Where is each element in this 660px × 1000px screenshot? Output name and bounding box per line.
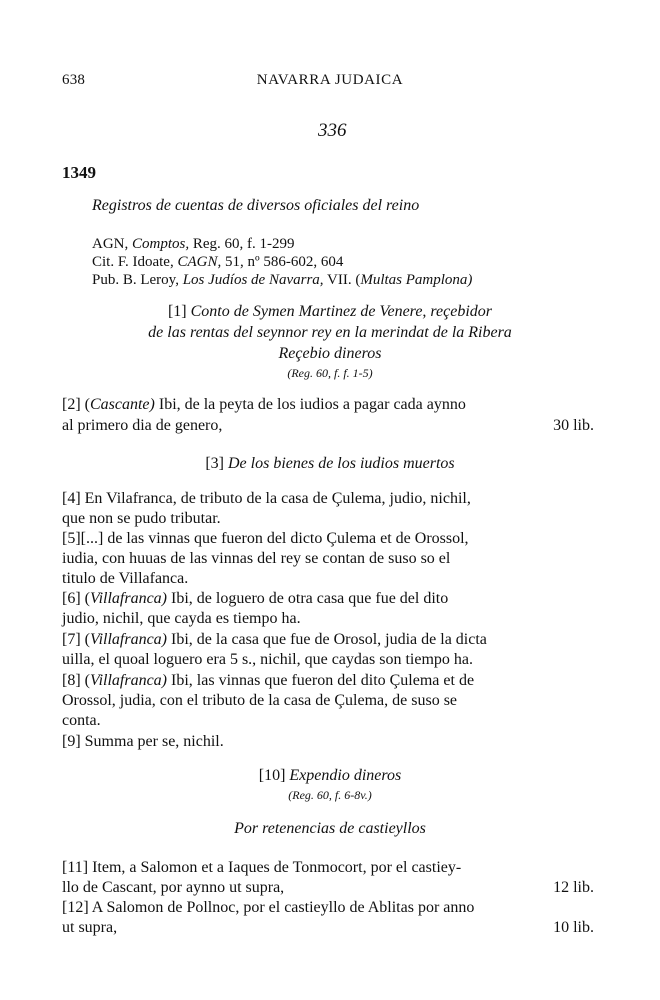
entry-12-line1: [12] A Salomon de Pollnoc, por el castieyllo de Ablitas por anno (62, 899, 475, 916)
entry-7-line1: [7] (Villafranca) Ibi, de la casa que fue de Orosol, judia de la dicta (62, 631, 487, 648)
entry-7-line2: uilla, el quoal loguero era 5 s., nichil, que caydas son tiempo ha. (62, 651, 473, 668)
section-heading-1: [1] Conto de Symen Martinez de Venere, reçebidor (167, 303, 493, 320)
entry-6-line2: judio, nichil, que cayda es tiempo ha. (62, 610, 301, 627)
source-archive: AGN, Comptos, Reg. 60, f. 1-299 (92, 236, 295, 252)
entry-4-line2: que non se pudo tributar. (62, 510, 221, 527)
source-citation: Cit. F. Idoate, CAGN, 51, nº 586-602, 604 (92, 254, 344, 270)
document-number: 336 (318, 120, 347, 141)
page-number: 638 (62, 72, 86, 88)
entry-4-line1: [4] En Vilafranca, de tributo de la casa de Çulema, judio, nichil, (62, 490, 471, 507)
section-heading-1-line2: de las rentas del seynnor rey en la merindat de la Ribera (148, 324, 512, 341)
entry-5-line1: [5][...] de las vinnas que fueron del dicto Çulema et de Orossol, (62, 530, 469, 547)
entry-9: [9] Summa per se, nichil. (62, 733, 224, 750)
entry-5-line2: iudia, con huuas de las vinnas del rey se contan de suso so el (62, 550, 451, 567)
section-heading-10: [10] Expendio dineros (258, 767, 402, 784)
section-heading-3: [3] De los bienes de los iudios muertos (205, 455, 455, 472)
document-regest: Registros de cuentas de diversos oficiales del reino (92, 197, 420, 214)
entry-6-line1: [6] (Villafranca) Ibi, de loguero de otra casa que fue del dito (62, 590, 449, 607)
section-1-reference: (Reg. 60, f. f. 1-5) (287, 366, 373, 380)
entry-12-line2: ut supra, (62, 919, 118, 936)
entry-11-amount: 12 lib. (553, 879, 594, 896)
entry-11-line2: llo de Cascant, por aynno ut supra, (62, 879, 285, 896)
entry-8-line1: [8] (Villafranca) Ibi, las vinnas que fueron del dito Çulema et de (62, 672, 475, 689)
section-heading-1-line3: Reçebio dineros (278, 345, 382, 362)
document-year: 1349 (62, 163, 96, 182)
entry-8-line2: Orossol, judia, con el tributo de la casa de Çulema, de suso se (62, 692, 458, 709)
subheading-retenencias: Por retenencias de castieyllos (234, 820, 426, 837)
source-publication: Pub. B. Leroy, Los Judíos de Navarra, VII. (Multas Pamplona) (92, 272, 473, 288)
entry-8-line3: conta. (62, 712, 101, 729)
entry-2-amount: 30 lib. (553, 417, 594, 434)
entry-12-amount: 10 lib. (553, 919, 594, 936)
entry-2-line2: al primero dia de genero, (62, 417, 223, 434)
entry-11-line1: [11] Item, a Salomon et a Iaques de Tonmocort, por el castiey- (62, 859, 462, 876)
entry-5-line3: titulo de Villafanca. (62, 570, 189, 587)
section-10-reference: (Reg. 60, f. 6-8v.) (288, 788, 372, 802)
entry-2-line1: [2] (Cascante) Ibi, de la peyta de los iudios a pagar cada aynno (62, 396, 466, 413)
running-title: NAVARRA JUDAICA (256, 72, 404, 88)
